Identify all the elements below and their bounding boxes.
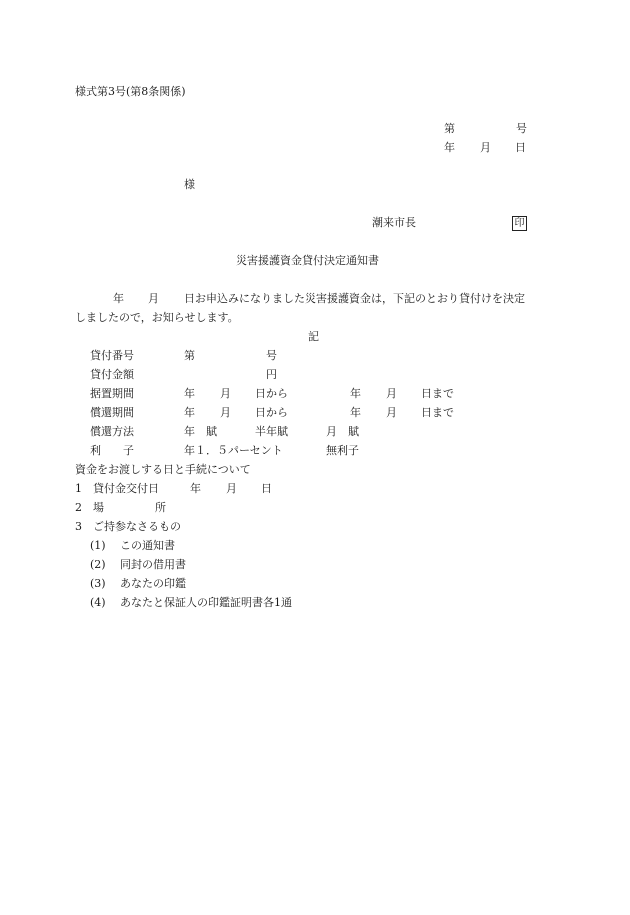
ki-heading: 記	[308, 330, 319, 343]
detail-value: 月	[386, 387, 397, 400]
procedure-heading: 資金をお渡しする日と手続について	[75, 463, 251, 476]
procedure-item-1: 1 貸付金交付日	[75, 482, 159, 495]
subitem-text: あなたの印鑑	[120, 577, 186, 590]
detail-value: 年	[350, 406, 361, 419]
detail-value: 年１．５パーセント	[184, 444, 283, 457]
detail-value: 年 賦	[184, 425, 217, 438]
detail-value: 年	[184, 387, 195, 400]
procedure-item-1-day: 日	[261, 482, 272, 495]
detail-value: 無利子	[326, 444, 359, 457]
procedure-item-1-year: 年	[190, 482, 201, 495]
detail-label: 据置期間	[90, 387, 134, 400]
body-line1: 日お申込みになりました災害援護資金は，下記のとおり貸付けを決定	[184, 292, 525, 305]
detail-label: 利 子	[90, 444, 134, 457]
detail-value: 日まで	[421, 406, 454, 419]
subitem-text: あなたと保証人の印鑑証明書各1通	[120, 596, 292, 609]
detail-value: 日から	[255, 406, 288, 419]
detail-value: 第	[184, 349, 195, 362]
procedure-item-2-label: 所	[155, 501, 166, 514]
detail-value: 半年賦	[255, 425, 288, 438]
detail-value: 月	[220, 387, 231, 400]
detail-value: 日まで	[421, 387, 454, 400]
detail-label: 貸付金額	[90, 368, 134, 381]
detail-value: 日から	[255, 387, 288, 400]
date-day: 日	[515, 141, 526, 154]
subitem-number: (4)	[90, 596, 106, 609]
addressee-honorific: 様	[184, 178, 195, 191]
detail-value: 月 賦	[326, 425, 359, 438]
detail-value: 月	[386, 406, 397, 419]
form-number: 様式第3号(第8条関係)	[75, 85, 186, 98]
detail-label: 貸付番号	[90, 349, 134, 362]
detail-value: 号	[266, 349, 277, 362]
subitem-number: (3)	[90, 577, 106, 590]
document-number-dai: 第	[444, 122, 455, 135]
date-year: 年	[444, 141, 455, 154]
detail-value: 年	[184, 406, 195, 419]
subitem-text: 同封の借用書	[120, 558, 186, 571]
procedure-item-1-month: 月	[226, 482, 237, 495]
body-month: 月	[148, 292, 159, 305]
procedure-item-2: 2 場	[75, 501, 104, 514]
detail-value: 月	[220, 406, 231, 419]
detail-label: 償還方法	[90, 425, 134, 438]
detail-label: 償還期間	[90, 406, 134, 419]
subitem-text: この通知書	[120, 539, 175, 552]
document-number-go: 号	[516, 122, 527, 135]
body-line2: しましたので，お知らせします。	[75, 311, 239, 324]
body-year: 年	[113, 292, 124, 305]
subitem-number: (2)	[90, 558, 106, 571]
document-title: 災害援護資金貸付決定通知書	[236, 254, 379, 267]
subitem-number: (1)	[90, 539, 106, 552]
detail-value: 円	[266, 368, 277, 381]
issuer-name: 潮来市長	[372, 216, 416, 229]
detail-value: 年	[350, 387, 361, 400]
date-month: 月	[480, 141, 491, 154]
procedure-item-3: 3 ご持参なさるもの	[75, 520, 181, 533]
seal-mark: 印	[512, 216, 527, 231]
